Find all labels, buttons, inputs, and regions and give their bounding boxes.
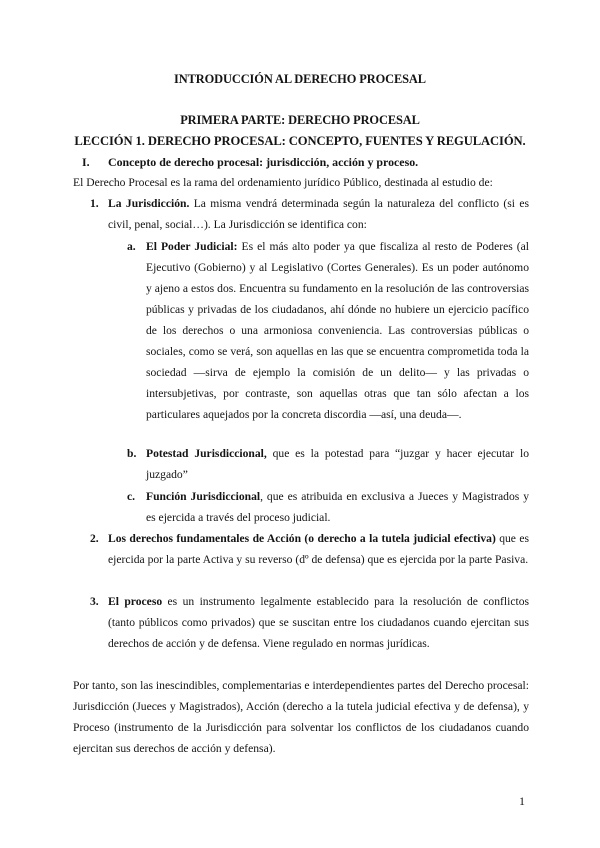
section-number: I. bbox=[82, 155, 90, 169]
subitem bbox=[146, 486, 529, 528]
item-title: El proceso bbox=[108, 595, 163, 608]
item-text: La misma vendrá determinada según la naturaleza del conflicto (si es civil, penal, social…). La Jurisdicción se identifica con: bbox=[108, 197, 529, 231]
subitem-title: Potestad Jurisdiccional, bbox=[146, 447, 267, 460]
document-title: INTRODUCCIÓN AL DERECHO PROCESAL bbox=[174, 72, 426, 86]
subitem bbox=[146, 236, 529, 425]
list-item bbox=[108, 591, 529, 654]
item-title: La Jurisdicción. bbox=[108, 197, 190, 210]
section-title: Concepto de derecho procesal: jurisdicción, acción y proceso. bbox=[108, 155, 419, 169]
subitem-text: que es la potestad para “juzgar y hacer ejecutar lo juzgado” bbox=[146, 447, 529, 481]
lesson-title: LECCIÓN 1. DERECHO PROCESAL: CONCEPTO, FUENTES Y REGULACIÓN. bbox=[74, 134, 526, 148]
subitem-letter: c. bbox=[127, 490, 136, 503]
item-text: que es ejercida por la parte Activa y su reverso (dº de defensa) que es ejercida por la parte Pasiva. bbox=[108, 532, 529, 566]
conclusion-paragraph: Por tanto, son las inescindibles, complementarias e interdependientes partes del Derecho procesal: Jurisdicción (Jueces y Magistrados), Acción (derecho a la tutela judicial efectiva y de defensa), y Proceso (instrumento de la Jurisdicción para solventar los conflictos de los ciudadanos cuando ejercitan sus derechos de acción y defensa). bbox=[73, 679, 529, 755]
subitem-letter: a. bbox=[127, 240, 136, 253]
subitem-title: Función Jurisdiccional bbox=[146, 490, 261, 503]
subitem-letter: b. bbox=[127, 447, 137, 460]
list-item bbox=[108, 193, 529, 235]
intro-paragraph: El Derecho Procesal es la rama del ordenamiento jurídico Público, destinada al estudio de: bbox=[73, 176, 493, 189]
subitem-text: Es el más alto poder ya que fiscaliza al resto de Poderes (al Ejecutivo (Gobierno) y al Legislativo (Cortes Generales). Es un poder autónomo y ajeno a estos dos. Encuentra su fundamento en la resolución de las controversias públicas y privadas de los ciudadanos, ahí dónde no hubiere un ejercicio pacífico de los derechos o una armoniosa conveniencia. Las controversias públicas o sociales, como se verá, son aquellas en las que se encuentra comprometida toda la sociedad —sirva de ejemplo la comisión de un delito— y las privadas o intersubjetivas, por contraste, son aquellas otras que tan sólo afectan a los particulares aquejados por la concreta discordia —así, una deuda—. bbox=[146, 240, 529, 421]
item-title: Los derechos fundamentales de Acción (o derecho a la tutela judicial efectiva) bbox=[108, 532, 496, 545]
item-number: 2. bbox=[90, 532, 99, 545]
subitem-text: , que es atribuida en exclusiva a Jueces y Magistrados y es ejercida a través del proceso judicial. bbox=[146, 490, 529, 524]
item-number: 1. bbox=[90, 197, 99, 210]
part-title: PRIMERA PARTE: DERECHO PROCESAL bbox=[180, 113, 420, 127]
subitem-title: El Poder Judicial: bbox=[146, 240, 238, 253]
item-text: es un instrumento legalmente establecido para la resolución de conflictos (tanto públicos como privados) que se suscitan entre los ciudadanos cuando ejercitan sus derechos de acción y de defensa. Viene regulado en normas jurídicas. bbox=[108, 595, 530, 650]
list-item bbox=[108, 528, 529, 570]
section-heading bbox=[82, 155, 418, 170]
page-number: 1 bbox=[519, 794, 525, 808]
item-number: 3. bbox=[90, 595, 99, 608]
subitem bbox=[146, 443, 529, 485]
